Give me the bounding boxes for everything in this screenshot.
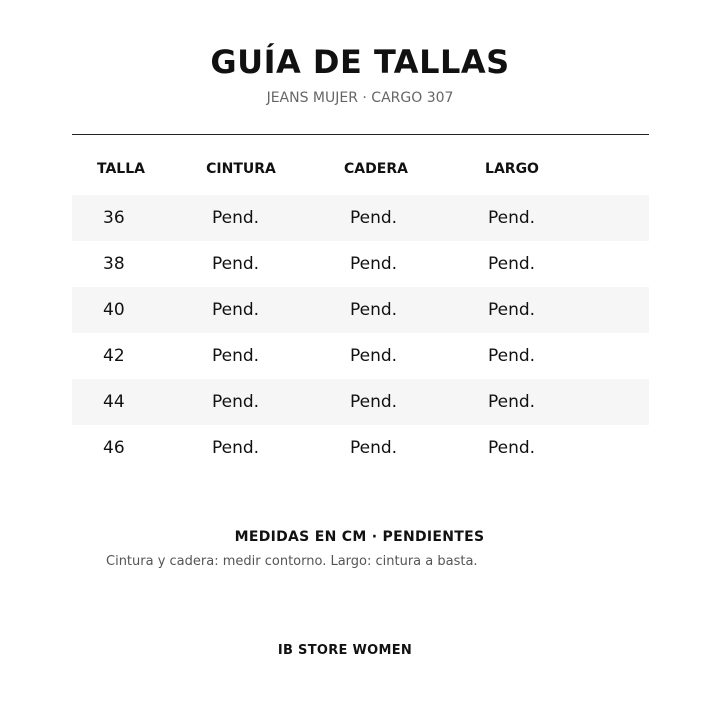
page-subtitle: JEANS MUJER · CARGO 307	[266, 90, 454, 106]
hip-cell: Pend.	[350, 438, 398, 458]
size-cell: 40	[103, 300, 125, 320]
column-header-talla: TALLA	[97, 161, 145, 177]
column-header-cadera: CADERA	[344, 161, 408, 177]
table-row	[72, 379, 649, 425]
hip-cell: Pend.	[350, 208, 398, 228]
table-row	[72, 425, 649, 471]
length-cell: Pend.	[488, 438, 536, 458]
size-cell: 38	[103, 254, 125, 274]
length-cell: Pend.	[488, 254, 536, 274]
size-table	[72, 148, 649, 471]
waist-cell: Pend.	[212, 300, 260, 320]
size-cell: 36	[103, 208, 125, 228]
hip-cell: Pend.	[350, 254, 398, 274]
column-header-cintura: CINTURA	[206, 161, 276, 177]
hip-cell: Pend.	[350, 346, 398, 366]
waist-cell: Pend.	[212, 346, 260, 366]
length-cell: Pend.	[488, 346, 536, 366]
waist-cell: Pend.	[212, 392, 260, 412]
page-title: GUÍA DE TALLAS	[210, 43, 510, 81]
length-cell: Pend.	[488, 300, 536, 320]
notes-heading: MEDIDAS EN CM · PENDIENTES	[234, 529, 485, 545]
column-header-largo: LARGO	[485, 161, 539, 177]
size-cell: 46	[103, 438, 125, 458]
header-divider	[72, 134, 649, 135]
hip-cell: Pend.	[350, 392, 398, 412]
waist-cell: Pend.	[212, 254, 260, 274]
waist-cell: Pend.	[212, 208, 260, 228]
length-cell: Pend.	[488, 208, 536, 228]
table-header-row	[72, 148, 649, 195]
table-row	[72, 287, 649, 333]
notes-text: Cintura y cadera: medir contorno. Largo: cintura a basta.	[106, 554, 478, 569]
length-cell: Pend.	[488, 392, 536, 412]
size-cell: 42	[103, 346, 125, 366]
size-cell: 44	[103, 392, 125, 412]
table-row	[72, 241, 649, 287]
table-row	[72, 333, 649, 379]
hip-cell: Pend.	[350, 300, 398, 320]
table-row	[72, 195, 649, 241]
waist-cell: Pend.	[212, 438, 260, 458]
brand-footer: IB STORE WOMEN	[277, 643, 413, 658]
